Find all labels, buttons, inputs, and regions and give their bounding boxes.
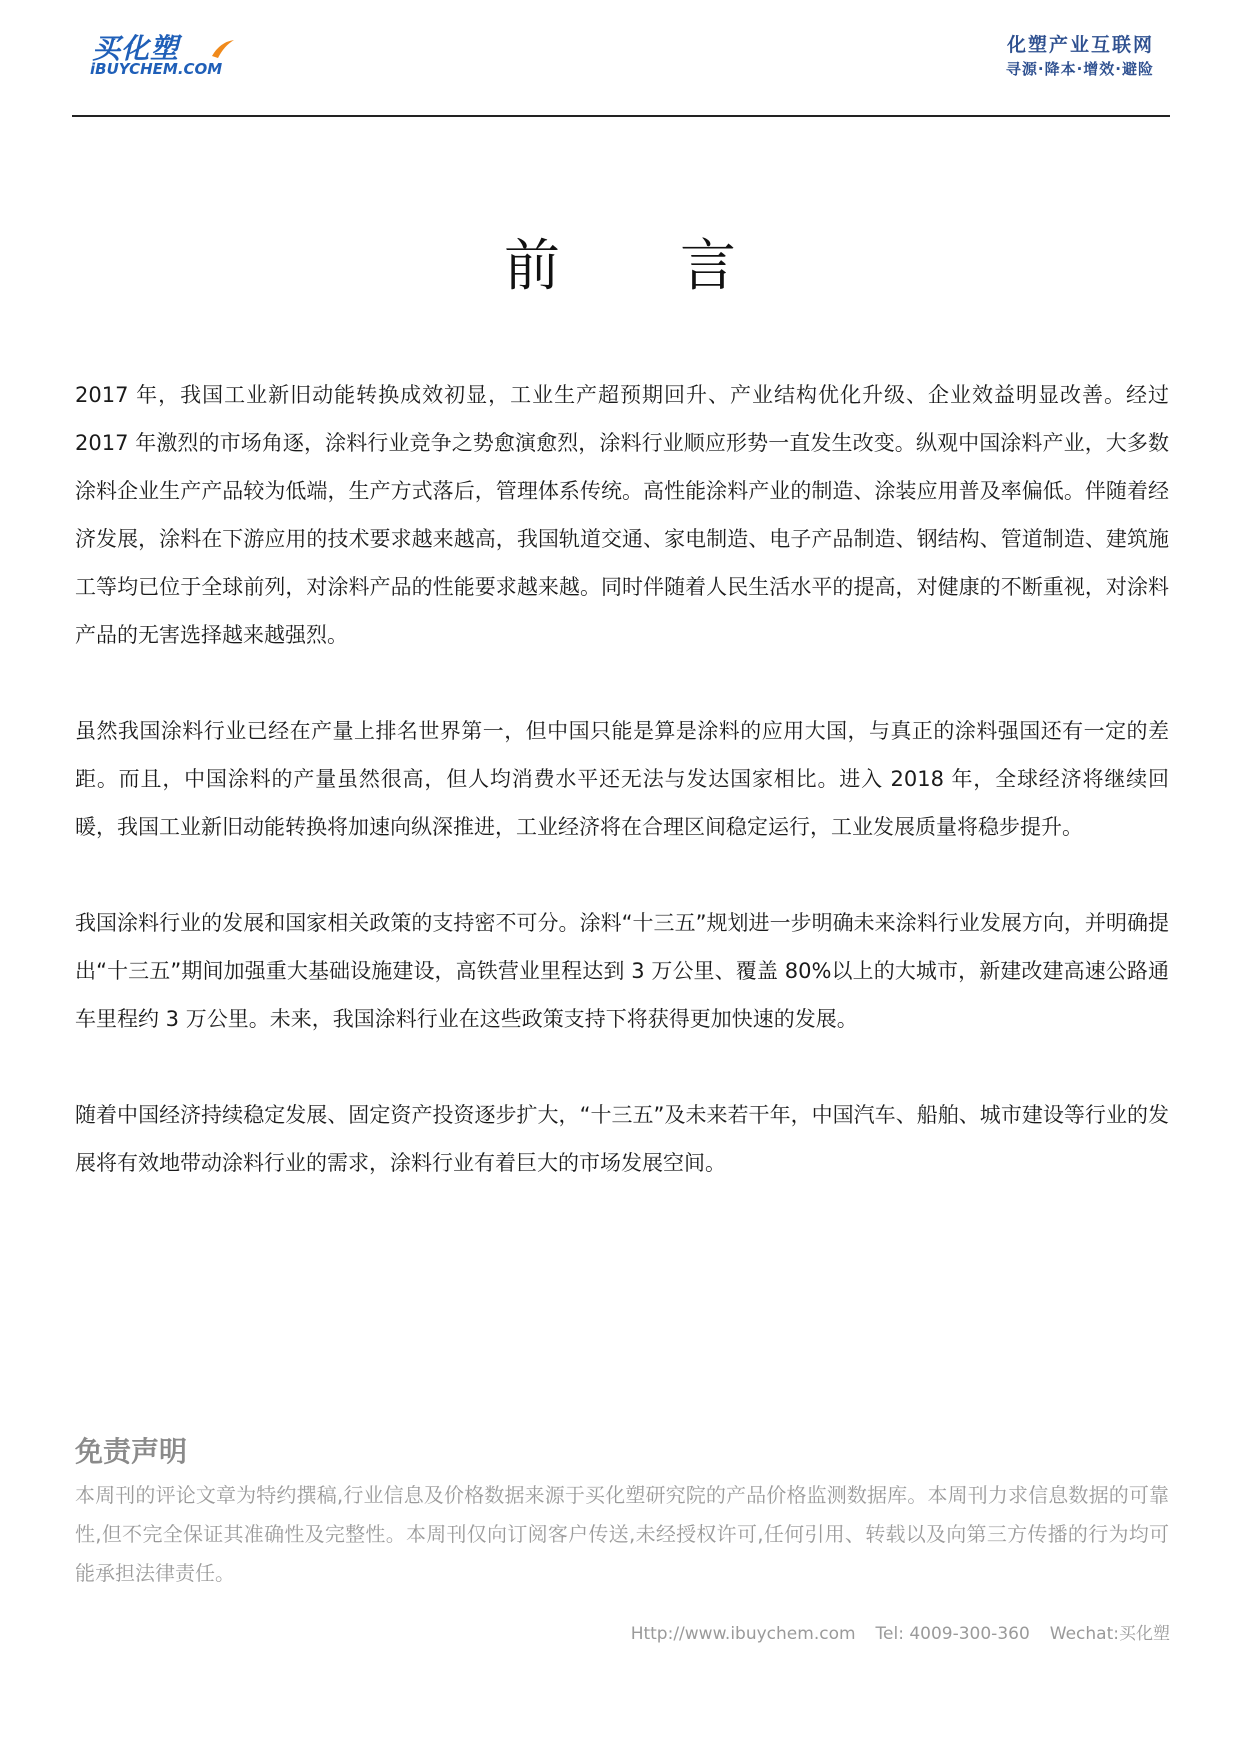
footer-website[interactable]: Http://www.ibuychem.com bbox=[630, 1624, 856, 1644]
page-title bbox=[0, 232, 1240, 302]
header-divider bbox=[72, 115, 1170, 117]
footer-wechat: Wechat:买化塑 bbox=[1049, 1624, 1170, 1644]
paragraph-2: 虽然我国涂料行业已经在产量上排名世界第一，但中国只能是算是涂料的应用大国，与真正的涂料强国还有一定的差距。而且，中国涂料的产量虽然很高，但人均消费水平还无法与发达国家相比。进入 2018 年，全球经济将继续回暖，我国工业新旧动能转换将加速向纵深推进，工业经济将在合理区间稳定运行，工业发展质量将稳步提升。 bbox=[75, 719, 1169, 839]
paragraph-1: 2017 年，我国工业新旧动能转换成效初显，工业生产超预期回升、产业结构优化升级、企业效益明显改善。经过 2017 年激烈的市场角逐，涂料行业竞争之势愈演愈烈，涂料行业顺应形势一直发生改变。纵观中国涂料产业，大多数涂料企业生产产品较为低端，生产方式落后，管理体系传统。高性能涂料产业的制造、涂装应用普及率偏低。伴随着经济发展，涂料在下游应用的技术要求越来越高，我国轨道交通、家电制造、电子产品制造、钢结构、管道制造、建筑施工等均已位于全球前列，对涂料产品的性能要求越来越。同时伴随着人民生活水平的提高，对健康的不断重视，对涂料产品的无害选择越来越强烈。 bbox=[75, 383, 1169, 647]
logo-swoosh-icon bbox=[210, 38, 236, 60]
footer-contact bbox=[631, 1622, 1170, 1646]
logo-chinese-text: 买化塑 bbox=[92, 32, 180, 65]
paragraph-4: 随着中国经济持续稳定发展、固定资产投资逐步扩大，“十三五”及未来若干年，中国汽车、船舶、城市建设等行业的发展将有效地带动涂料行业的需求，涂料行业有着巨大的市场发展空间。 bbox=[75, 1103, 1169, 1175]
footer-phone: Tel: 4009-300-360 bbox=[875, 1624, 1030, 1644]
disclaimer-text: 本周刊的评论文章为特约撰稿,行业信息及价格数据来源于买化塑研究院的产品价格监测数据库。本周刊力求信息数据的可靠性,但不完全保证其准确性及完整性。本周刊仅向订阅客户传送,未经授权许可,任何引用、转载以及向第三方传播的行为均可能承担法律责任。 bbox=[75, 1483, 1169, 1585]
page-title-char-1: 前 bbox=[504, 234, 560, 299]
logo-english-text: iBUYCHEM.COM bbox=[90, 60, 223, 78]
paragraph-3: 我国涂料行业的发展和国家相关政策的支持密不可分。涂料“十三五”规划进一步明确未来涂料行业发展方向，并明确提出“十三五”期间加强重大基础设施建设，高铁营业里程达到 3 万公里、覆盖 80%以上的大城市，新建改建高速公路通车里程约 3 万公里。未来，我国涂料行业在这些政策支持下将获得更加快速的发展。 bbox=[75, 911, 1169, 1031]
preface-body bbox=[75, 371, 1169, 1235]
disclaimer-title: 免责声明 bbox=[75, 1435, 188, 1468]
header-slogan bbox=[1006, 32, 1154, 80]
disclaimer-section bbox=[75, 1432, 1169, 1593]
page-title-char-2: 言 bbox=[680, 234, 736, 299]
company-logo bbox=[90, 34, 240, 78]
slogan-title: 化塑产业互联网 bbox=[1006, 34, 1154, 56]
slogan-subtitle: 寻源·降本·增效·避险 bbox=[1005, 60, 1154, 78]
